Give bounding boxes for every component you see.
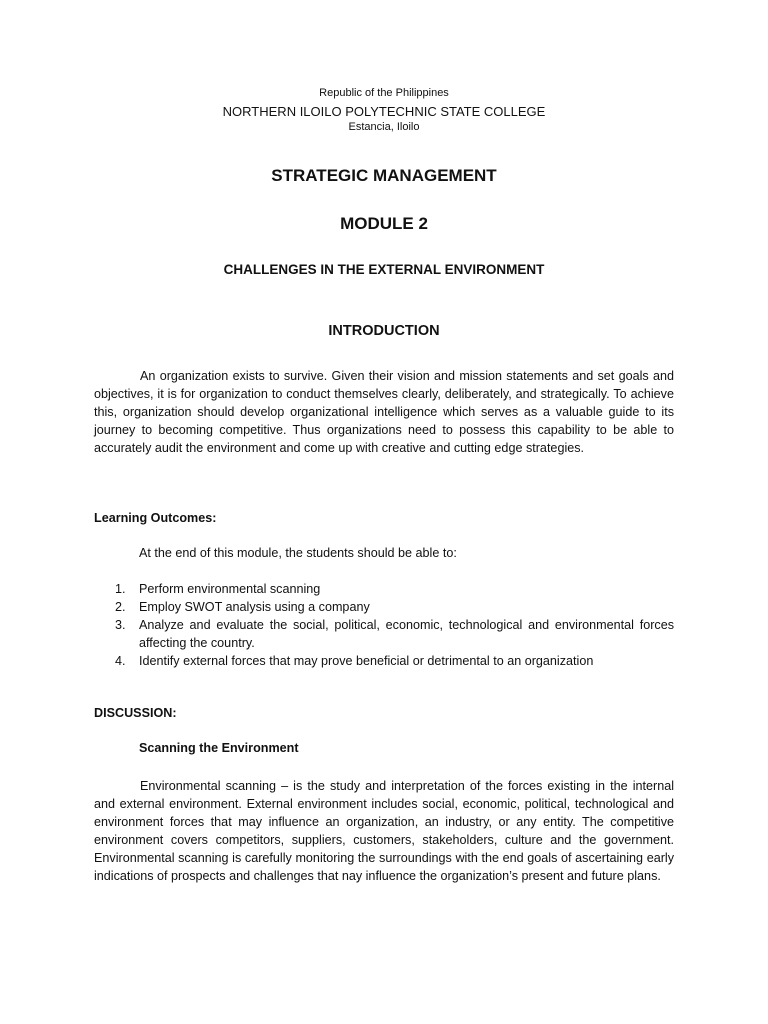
list-item-text: Identify external forces that may prove beneficial or detrimental to an organization (139, 654, 594, 668)
list-item (94, 580, 674, 598)
list-item-text: Analyze and evaluate the social, political, economic, technological and environmental forces affecting the country. (139, 618, 674, 650)
discussion-subheading: Scanning the Environment (139, 741, 299, 755)
list-item-text: Employ SWOT analysis using a company (139, 600, 370, 614)
discussion-paragraph (94, 777, 674, 885)
discussion-text: Environmental scanning – is the study and interpretation of the forces existing in the internal and external environment. External environment includes social, economic, political, technological and environment forces that may influence an organization, an industry, or any entity. The competitive environment covers competitors, suppliers, customers, stakeholders, culture and the government. Environmental scanning is carefully monitoring the surroundings with the end goals of ascertaining early indications of prospects and challenges that nay influence the organization’s present and future plans. (94, 779, 674, 883)
introduction-paragraph (94, 367, 674, 457)
learning-outcomes-intro: At the end of this module, the students should be able to: (139, 546, 457, 560)
list-item (94, 652, 674, 670)
learning-outcomes-heading: Learning Outcomes: (94, 511, 217, 525)
introduction-text: An organization exists to survive. Given their vision and mission statements and set goals and objectives, it is for organization to conduct themselves clearly, deliberately, and strategically. To achieve this, organization should develop organizational intelligence which serves as a valuable guide to its journey to becoming competitive. Thus organizations need to possess this capability to be able to accurately audit the environment and come up with creative and cutting edge strategies. (94, 369, 674, 455)
header-country: Republic of the Philippines (319, 87, 449, 99)
list-item-number: 1. (115, 582, 126, 596)
header-college: NORTHERN ILOILO POLYTECHNIC STATE COLLEGE (222, 104, 546, 119)
chapter-title: CHALLENGES IN THE EXTERNAL ENVIRONMENT (223, 262, 545, 277)
list-item-number: 4. (115, 654, 126, 668)
list-item (94, 598, 674, 616)
list-item-text: Perform environmental scanning (139, 582, 321, 596)
introduction-heading: INTRODUCTION (328, 323, 440, 339)
list-item-number: 2. (115, 600, 126, 614)
document-title: STRATEGIC MANAGEMENT (271, 166, 497, 185)
header-location: Estancia, Iloilo (348, 121, 420, 133)
discussion-heading: DISCUSSION: (94, 706, 177, 720)
list-item (94, 616, 674, 652)
list-item-number: 3. (115, 618, 126, 632)
learning-outcomes-list (94, 580, 674, 670)
module-number: MODULE 2 (340, 214, 428, 233)
